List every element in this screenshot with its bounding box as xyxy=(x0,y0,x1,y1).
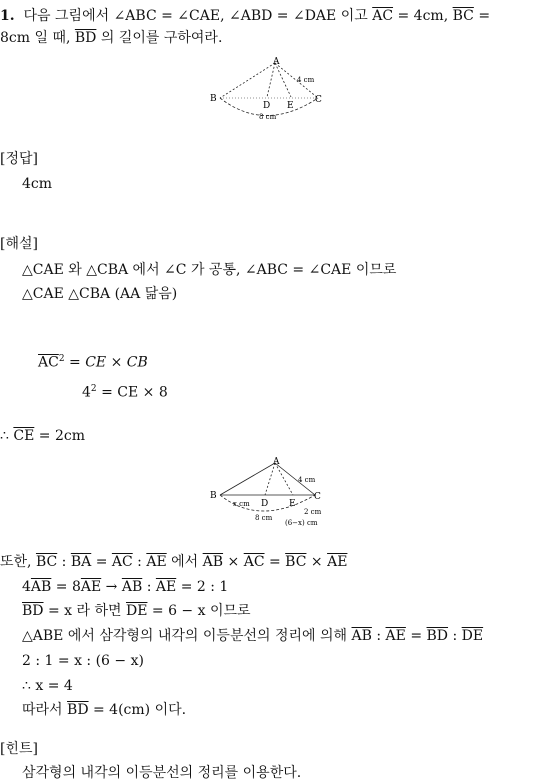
l1-seg-ae-2: $\overline{AE}$ xyxy=(327,554,348,570)
figure1-label-a: A xyxy=(273,57,280,67)
l3-seg-de: $\overline{DE}$ xyxy=(125,603,148,619)
solution2-line-6: ∴ x = 4 xyxy=(22,678,73,694)
eq1-rhs: = CE × CB xyxy=(69,354,148,371)
solution2-line-4 xyxy=(22,627,483,645)
l1-times-2: × xyxy=(310,554,323,570)
l1-seg-ac-2: $\overline{AC}$ xyxy=(243,554,265,570)
l1-times-1: × xyxy=(227,554,240,570)
problem-text-1: 다음 그림에서 ∠ABC = ∠CAE, ∠ABD = ∠DAE 이고 xyxy=(23,8,368,24)
l1-seg-bc: $\overline{BC}$ xyxy=(35,554,58,570)
solution-line-1: △CAE 와 △CBA 에서 ∠C 가 공통, ∠ABC = ∠CAE 이므로 xyxy=(22,262,397,278)
figure2-label-d: D xyxy=(261,499,269,509)
solution-line-2: △CAE △CBA (AA 닮음) xyxy=(22,286,178,302)
l1-seg-ab: $\overline{AB}$ xyxy=(202,554,224,570)
problem-line-2 xyxy=(0,29,222,47)
l2-colon: : xyxy=(146,579,152,595)
problem-number: 1. xyxy=(0,8,15,24)
solution2-line-2 xyxy=(22,578,228,596)
eq1-ac: $\overline{AC}$ xyxy=(38,354,59,371)
l7-text-2: = 4(cm) 이다. xyxy=(93,702,187,718)
figure-2 xyxy=(205,455,335,530)
therefore-symbol: ∴ xyxy=(0,428,9,444)
l7-text-1: 따라서 xyxy=(22,702,63,718)
figure2-length-ac: 4 cm xyxy=(298,476,316,484)
figure1-length-bc: 8 cm xyxy=(259,113,277,121)
solution2-line-3 xyxy=(22,602,251,620)
l4-seg-bd: $\overline{BD}$ xyxy=(426,628,449,644)
l1-seg-ae: $\overline{AE}$ xyxy=(146,554,167,570)
problem-text-3: = xyxy=(478,8,491,24)
figure2-label-a: A xyxy=(273,457,280,467)
segment-bc: $\overline{BC}$ xyxy=(452,8,474,24)
l4-colon-1: : xyxy=(376,628,382,644)
l1-colon-2: : xyxy=(137,554,142,570)
segment-bd: $\overline{BD}$ xyxy=(74,30,97,46)
l4-seg-de: $\overline{DE}$ xyxy=(461,628,484,644)
figure1-label-d: D xyxy=(263,101,271,111)
problem-line-1 xyxy=(0,7,490,25)
figure-1 xyxy=(205,55,330,125)
hint-text: 삼각형의 내각의 이등분선의 정리를 이용한다. xyxy=(22,765,302,781)
l1-text-in: 에서 xyxy=(171,554,199,570)
l2-eq-8: = 8 xyxy=(55,579,81,595)
eq1-sup: 2 xyxy=(58,354,65,364)
l4-text: △ABE 에서 삼각형의 내각의 이등분선의 정리에 의해 xyxy=(22,628,348,644)
l4-seg-ab: $\overline{AB}$ xyxy=(351,628,372,644)
l2-seg-ab: $\overline{AB}$ xyxy=(30,579,52,595)
problem-text-4: 8cm 일 때, xyxy=(0,30,71,46)
equation-2 xyxy=(82,380,168,402)
l1-eq-2: = xyxy=(268,554,281,570)
hint-header: [힌트] xyxy=(0,741,38,757)
eq2-sup: 2 xyxy=(90,384,97,394)
l1-eq-1: = xyxy=(95,554,108,570)
equation-1 xyxy=(38,350,148,372)
therefore-result: = 2cm xyxy=(38,428,85,444)
problem-text-2: = 4cm, xyxy=(397,8,449,24)
figure2-length-ce: 2 cm xyxy=(304,508,322,516)
l2-seg-ae-2: $\overline{AE}$ xyxy=(155,579,177,595)
figure2-length-de: (6−x) cm xyxy=(285,519,318,527)
l2-seg-ab-2: $\overline{AB}$ xyxy=(121,579,143,595)
figure1-label-e: E xyxy=(287,101,294,111)
figure1-length-ac: 4 cm xyxy=(297,76,315,84)
l1-seg-ba: $\overline{BA}$ xyxy=(70,554,92,570)
figure1-line-ad xyxy=(267,63,275,97)
figure2-label-e: E xyxy=(289,499,296,509)
l3-text-1: = x 라 하면 xyxy=(47,603,122,619)
figure2-length-bc: 8 cm xyxy=(255,514,273,522)
figure1-label-c: C xyxy=(315,95,322,105)
l1-seg-ac: $\overline{AC}$ xyxy=(111,554,133,570)
segment-ce: $\overline{CE}$ xyxy=(13,428,35,444)
solution2-line-1 xyxy=(0,553,347,571)
l4-colon-2: : xyxy=(452,628,458,644)
eq2-rhs: = CE × 8 xyxy=(101,384,168,401)
l1-text-also: 또한, xyxy=(0,554,32,570)
solution2-line-7 xyxy=(22,701,186,719)
answer-value: 4cm xyxy=(22,176,53,192)
figure1-label-b: B xyxy=(210,94,217,104)
figure1-line-ae xyxy=(275,63,291,97)
eq2-lhs: 4 xyxy=(82,384,91,401)
answer-header: [정답] xyxy=(0,151,38,167)
l3-text-2: = 6 − x 이므로 xyxy=(151,603,251,619)
l4-eq: = xyxy=(410,628,423,644)
figure2-label-b: B xyxy=(210,491,217,501)
l3-seg-bd: $\overline{BD}$ xyxy=(22,603,44,619)
solution2-line-5: 2 : 1 = x : (6 − x) xyxy=(22,653,144,669)
figure2-label-c: C xyxy=(314,492,321,502)
l7-seg-bd: $\overline{BD}$ xyxy=(67,702,89,718)
l1-colon-1: : xyxy=(61,554,67,570)
l2-seg-ae: $\overline{AE}$ xyxy=(80,579,102,595)
l2-coef-4: 4 xyxy=(22,579,31,595)
solution-header: [해설] xyxy=(0,236,38,252)
l2-ratio: = 2 : 1 xyxy=(180,579,229,595)
figure2-length-bd: x cm xyxy=(233,500,250,508)
figure2-line-ae xyxy=(275,463,293,495)
solution-therefore-line xyxy=(0,427,85,445)
figure1-line-ab xyxy=(220,63,275,98)
segment-ac: $\overline{AC}$ xyxy=(372,8,394,24)
l1-seg-bc-2: $\overline{BC}$ xyxy=(285,554,307,570)
l2-arrow: → xyxy=(105,579,118,595)
problem-text-5: 의 길이를 구하여라. xyxy=(100,30,223,46)
l4-seg-ae: $\overline{AE}$ xyxy=(385,628,406,644)
